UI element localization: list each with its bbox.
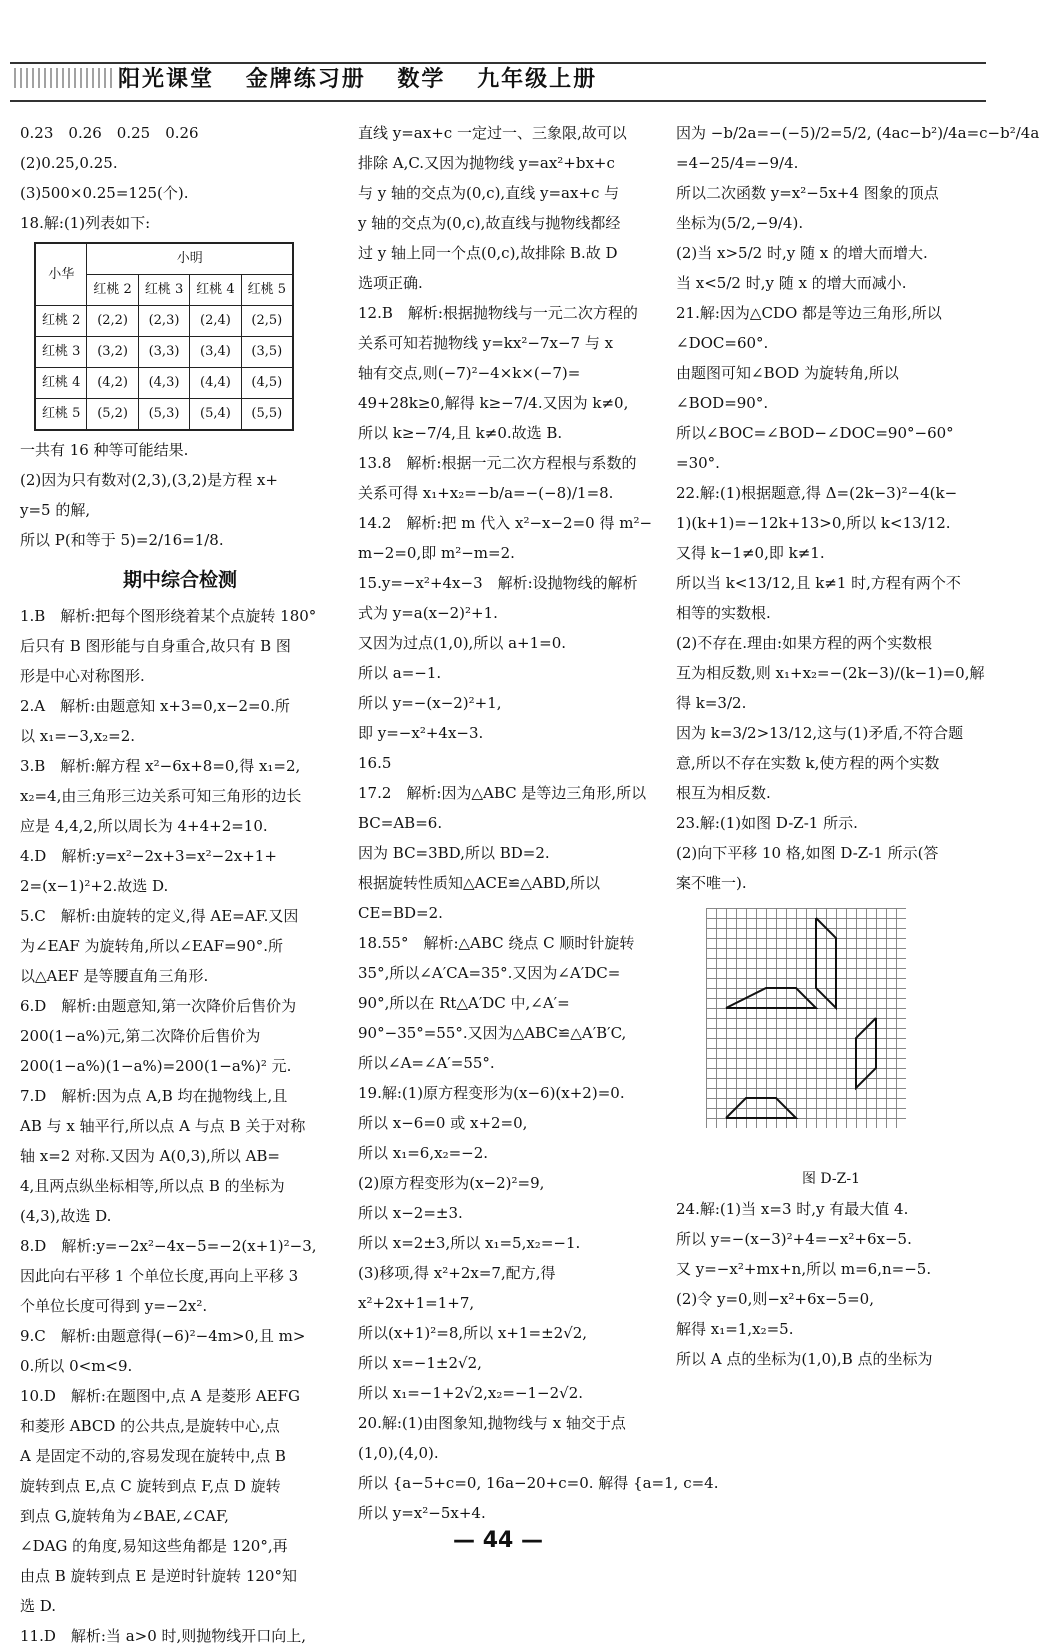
text-line: 所以 x₁=−1+2√2,x₂=−1−2√2. [358,1384,584,1402]
page-number: — 44 — [453,1528,543,1553]
table-row [35,368,293,399]
text-line: 因为 k=3/2>13/12,这与(1)矛盾,不符合题 [676,724,964,742]
row-label: 红桃 3 [35,337,87,368]
text-line: 所以 P(和等于 5)=2/16=1/8. [20,531,224,549]
text-line: 所以 A 点的坐标为(1,0),B 点的坐标为 [676,1350,933,1368]
text-line: (2)0.25,0.25. [20,154,118,172]
answer-block-right-bottom [676,1194,986,1374]
text-line: 16.5 [358,754,392,772]
grade-name: 九年级上册 [477,67,598,92]
trapezoid-abcd [726,988,816,1008]
row-label: 红桃 2 [35,306,87,337]
text-line: A 是固定不动的,容易发现在旋转中,点 B [20,1447,286,1465]
text-line: ∠DOC=60°. [676,334,769,352]
table-col-header: 红桃 3 [138,275,189,306]
text-line: 2=(x−1)²+2.故选 D. [20,877,169,895]
text-line: 又因为过点(1,0),所以 a+1=0. [358,634,567,652]
text-line: 因为 −b/2a=−(−5)/2=5/2, (4ac−b²)/4a=c−b²/4a [676,124,1039,142]
header-title [118,62,619,93]
text-line: 与 y 轴的交点为(0,c),直线 y=ax+c 与 [358,184,620,202]
text-line: 所以 x−2=±3. [358,1204,463,1222]
text-line: (3)500×0.25=125(个). [20,184,189,202]
text-line: 应是 4,4,2,所以周长为 4+4+2=10. [20,817,268,835]
text-line: 所以二次函数 y=x²−5x+4 图象的顶点 [676,184,939,202]
table-cell: (3,5) [241,337,293,368]
text-line: 200(1−a%)(1−a%)=200(1−a%)² 元. [20,1057,292,1075]
column-left [20,118,340,1651]
text-line: BC=AB=6. [358,814,443,832]
text-line: 轴有交点,则(−7)²−4×k×(−7)= [358,364,581,382]
text-line: 13.8 解析:根据一元二次方程根与系数的 [358,454,637,472]
text-line: 解得 x₁=1,x₂=5. [676,1320,794,1338]
text-line: ∠DAG 的角度,易知这些角都是 120°,再 [20,1537,288,1555]
table-col-header: 红桃 5 [241,275,293,306]
text-line: 35°,所以∠A′CA=35°.又因为∠A′DC= [358,964,621,982]
column-right [676,118,1039,1374]
text-line: 12.B 解析:根据抛物线与一元二次方程的 [358,304,638,322]
text-line: 案不唯一). [676,874,747,892]
text-line: 到点 G,旋转角为∠BAE,∠CAF, [20,1507,229,1525]
answer-block-mid [20,435,340,555]
text-line: 所以 x=2±3,所以 x₁=5,x₂=−1. [358,1234,581,1252]
section-title: 期中综合检测 [122,569,237,591]
text-line: 因为 BC=3BD,所以 BD=2. [358,844,550,862]
text-line: 得 k=3/2. [676,694,747,712]
text-line: =30°. [676,454,720,472]
text-line: 又 y=−x²+mx+n,所以 m=6,n=−5. [676,1260,932,1278]
text-line: 坐标为(5/2,−9/4). [676,214,804,232]
text-line: 7.D 解析:因为点 A,B 均在抛物线上,且 [20,1087,288,1105]
text-line: 14.2 解析:把 m 代入 x²−x−2=0 得 m²− [358,514,653,532]
text-line: 所以 {a−5+c=0, 16a−20+c=0. 解得 {a=1, c=4. [358,1474,719,1492]
row-label: 红桃 4 [35,368,87,399]
text-line: 10.D 解析:在题图中,点 A 是菱形 AEFG [20,1387,301,1405]
trapezoid-a2b2c2d2 [726,1098,796,1118]
text-line: 19.解:(1)原方程变形为(x−6)(x+2)=0. [358,1084,625,1102]
table-col-header: 红桃 2 [87,275,138,306]
text-line: 和菱形 ABCD 的公共点,是旋转中心,点 [20,1417,280,1435]
text-line: 形是中心对称图形. [20,667,145,685]
text-line: 4,且两点纵坐标相等,所以点 B 的坐标为 [20,1177,285,1195]
text-line: 以△AEF 是等腰直角三角形. [20,967,209,985]
subject-name: 数学 [397,67,446,92]
text-line: 所以 x−6=0 或 x+2=0, [358,1114,528,1132]
text-line: =4−25/4=−9/4. [676,154,799,172]
table-cell: (2,2) [87,306,138,337]
text-line: 所以∠A=∠A′=55°. [358,1054,495,1072]
text-line: 0.23 0.26 0.25 0.26 [20,124,199,142]
text-line: 当 x<5/2 时,y 随 x 的增大而减小. [676,274,907,292]
text-line: 选项正确. [358,274,423,292]
text-line: 21.解:因为△CDO 都是等边三角形,所以 [676,304,942,322]
table-cell: (4,2) [87,368,138,399]
text-line: 根据旋转性质知△ACE≌△ABD,所以 [358,874,601,892]
text-line: 直线 y=ax+c 一定过一、三象限,故可以 [358,124,627,142]
text-line: 24.解:(1)当 x=3 时,y 有最大值 4. [676,1200,909,1218]
text-line: 所以 y=−(x−2)²+1, [358,694,502,712]
text-line: 关系可得 x₁+x₂=−b/a=−(−8)/1=8. [358,484,614,502]
text-line: y=5 的解, [20,501,91,519]
text-line: CE=BD=2. [358,904,443,922]
text-line: 18.55° 解析:△ABC 绕点 C 顺时针旋转 [358,934,635,952]
text-line: 所以 a=−1. [358,664,442,682]
table-cell: (5,2) [87,399,138,431]
text-line: (2)原方程变形为(x−2)²=9, [358,1174,545,1192]
text-line: 所以 k≥−7/4,且 k≠0.故选 B. [358,424,563,442]
text-line: 互为相反数,则 x₁+x₂=−(2k−3)/(k−1)=0,解 [676,664,985,682]
text-line: 20.解:(1)由图象知,抛物线与 x 轴交于点 [358,1414,626,1432]
text-line: (2)令 y=0,则−x²+6x−5=0, [676,1290,874,1308]
trapezoid-a1b1c1d1 [816,918,836,1008]
table-cell: (4,5) [241,368,293,399]
text-line: m−2=0,即 m²−m=2. [358,544,515,562]
text-line: 所以 y=x²−5x+4. [358,1504,486,1522]
header-decoration [14,68,114,88]
answer-block-right-top [676,118,1039,898]
figure-caption: 图 D-Z-1 [801,1171,861,1187]
text-line: 22.解:(1)根据题意,得 Δ=(2k−3)²−4(k− [676,484,958,502]
text-line: 所以 y=−(x−3)²+4=−x²+6x−5. [676,1230,912,1248]
table-cell: (2,5) [241,306,293,337]
text-line: 90°−35°=55°.又因为△ABC≌△A′B′C, [358,1024,627,1042]
table-cell: (5,5) [241,399,293,431]
table-col-header: 红桃 4 [190,275,241,306]
text-line: 由题图可知∠BOD 为旋转角,所以 [676,364,899,382]
row-label: 红桃 5 [35,399,87,431]
page-header [0,0,996,118]
table-cell: (5,3) [138,399,189,431]
table-cell: (3,3) [138,337,189,368]
text-line: (2)当 x>5/2 时,y 随 x 的增大而增大. [676,244,928,262]
text-line: 式为 y=a(x−2)²+1. [358,604,498,622]
answer-block-bottom [20,601,340,1651]
text-line: 1.B 解析:把每个图形绕着某个点旋转 180° [20,607,317,625]
text-line: 由点 B 旋转到点 E 是逆时针旋转 120°知 [20,1567,297,1585]
text-line: 4.D 解析:y=x²−2x+3=x²−2x+1+ [20,847,277,865]
text-line: 200(1−a%)元,第二次降价后售价为 [20,1027,261,1045]
figure-shapes [706,908,906,1128]
text-line: 11.D 解析:当 a>0 时,则抛物线开口向上, [20,1627,307,1645]
text-line: 又得 k−1≠0,即 k≠1. [676,544,825,562]
text-line: 为∠EAF 为旋转角,所以∠EAF=90°.所 [20,937,283,955]
text-line: 所以(x+1)²=8,所以 x+1=±2√2, [358,1324,588,1342]
brand-name: 阳光课堂 [118,67,215,92]
text-line: 排除 A,C.又因为抛物线 y=ax²+bx+c [358,154,615,172]
table-cell: (2,4) [190,306,241,337]
text-line: 3.B 解析:解方程 x²−6x+8=0,得 x₁=2, [20,757,301,775]
text-line: (2)不存在.理由:如果方程的两个实数根 [676,634,933,652]
text-line: 17.2 解析:因为△ABC 是等边三角形,所以 [358,784,647,802]
text-line: 1)(k+1)=−12k+13>0,所以 k<13/12. [676,514,951,532]
table-cell: (4,3) [138,368,189,399]
text-line: 8.D 解析:y=−2x²−4x−5=−2(x+1)²−3, [20,1237,317,1255]
text-line: 所以∠BOC=∠BOD−∠DOC=90°−60° [676,424,954,442]
table-corner: 小华 [35,243,87,306]
text-line: 所以当 k<13/12,且 k≠1 时,方程有两个不 [676,574,961,592]
text-line: (3)移项,得 x²+2x=7,配方,得 [358,1264,556,1282]
grid-figure [706,908,906,1158]
text-line: 49+28k≥0,解得 k≥−7/4.又因为 k≠0, [358,394,629,412]
table-top-header: 小明 [87,243,293,275]
outcome-table [34,242,294,431]
text-line: 轴 x=2 对称.又因为 A(0,3),所以 AB= [20,1147,280,1165]
q18-heading: 18.解:(1)列表如下: [20,214,151,232]
text-line: (2)向下平移 10 格,如图 D-Z-1 所示(答 [676,844,939,862]
text-line: 后只有 B 图形能与自身重合,故只有 B 图 [20,637,291,655]
text-line: y 轴的交点为(0,c),故直线与抛物线都经 [358,214,621,232]
trapezoid-rotated [856,1018,876,1088]
text-line: 15.y=−x²+4x−3 解析:设抛物线的解析 [358,574,638,592]
text-line: ∠BOD=90°. [676,394,769,412]
text-line: AB 与 x 轴平行,所以点 A 与点 B 关于对称 [20,1117,306,1135]
text-line: 即 y=−x²+4x−3. [358,724,484,742]
text-line: 因此向右平移 1 个单位长度,再向上平移 3 [20,1267,299,1285]
text-line: 以 x₁=−3,x₂=2. [20,727,136,745]
text-line: 23.解:(1)如图 D-Z-1 所示. [676,814,858,832]
text-line: 9.C 解析:由题意得(−6)²−4m>0,且 m> [20,1327,306,1345]
text-line: (2)因为只有数对(2,3),(3,2)是方程 x+ [20,471,278,489]
text-line: x₂=4,由三角形三边关系可知三角形的边长 [20,787,302,805]
text-line: 2.A 解析:由题意知 x+3=0,x−2=0.所 [20,697,290,715]
text-line: 90°,所以在 Rt△A′DC 中,∠A′= [358,994,570,1012]
text-line: 个单位长度可得到 y=−2x². [20,1297,208,1315]
text-line: 根互为相反数. [676,784,771,802]
text-line: 一共有 16 种等可能结果. [20,441,189,459]
text-line: 所以 x=−1±2√2, [358,1354,482,1372]
text-line: 所以 x₁=6,x₂=−2. [358,1144,489,1162]
table-cell: (5,4) [190,399,241,431]
table-cell: (4,4) [190,368,241,399]
text-line: x²+2x+1=1+7, [358,1294,475,1312]
text-line: 过 y 轴上同一个点(0,c),故排除 B.故 D [358,244,618,262]
text-line: 相等的实数根. [676,604,771,622]
text-line: 关系可知若抛物线 y=kx²−7x−7 与 x [358,334,614,352]
table-row [35,337,293,368]
text-line: 选 D. [20,1597,57,1615]
table-cell: (3,2) [87,337,138,368]
text-line: 旋转到点 E,点 C 旋转到点 F,点 D 旋转 [20,1477,281,1495]
text-line: (1,0),(4,0). [358,1444,439,1462]
text-line: 0.所以 0<m<9. [20,1357,133,1375]
table-row [35,399,293,431]
table-row [35,306,293,337]
answer-block-top [20,118,340,208]
series-name: 金牌练习册 [245,67,366,92]
text-line: (4,3),故选 D. [20,1207,112,1225]
text-line: 意,所以不存在实数 k,使方程的两个实数 [676,754,940,772]
table-cell: (3,4) [190,337,241,368]
text-line: 5.C 解析:由旋转的定义,得 AE=AF.又因 [20,907,299,925]
table-cell: (2,3) [138,306,189,337]
text-line: 6.D 解析:由题意知,第一次降价后售价为 [20,997,297,1015]
